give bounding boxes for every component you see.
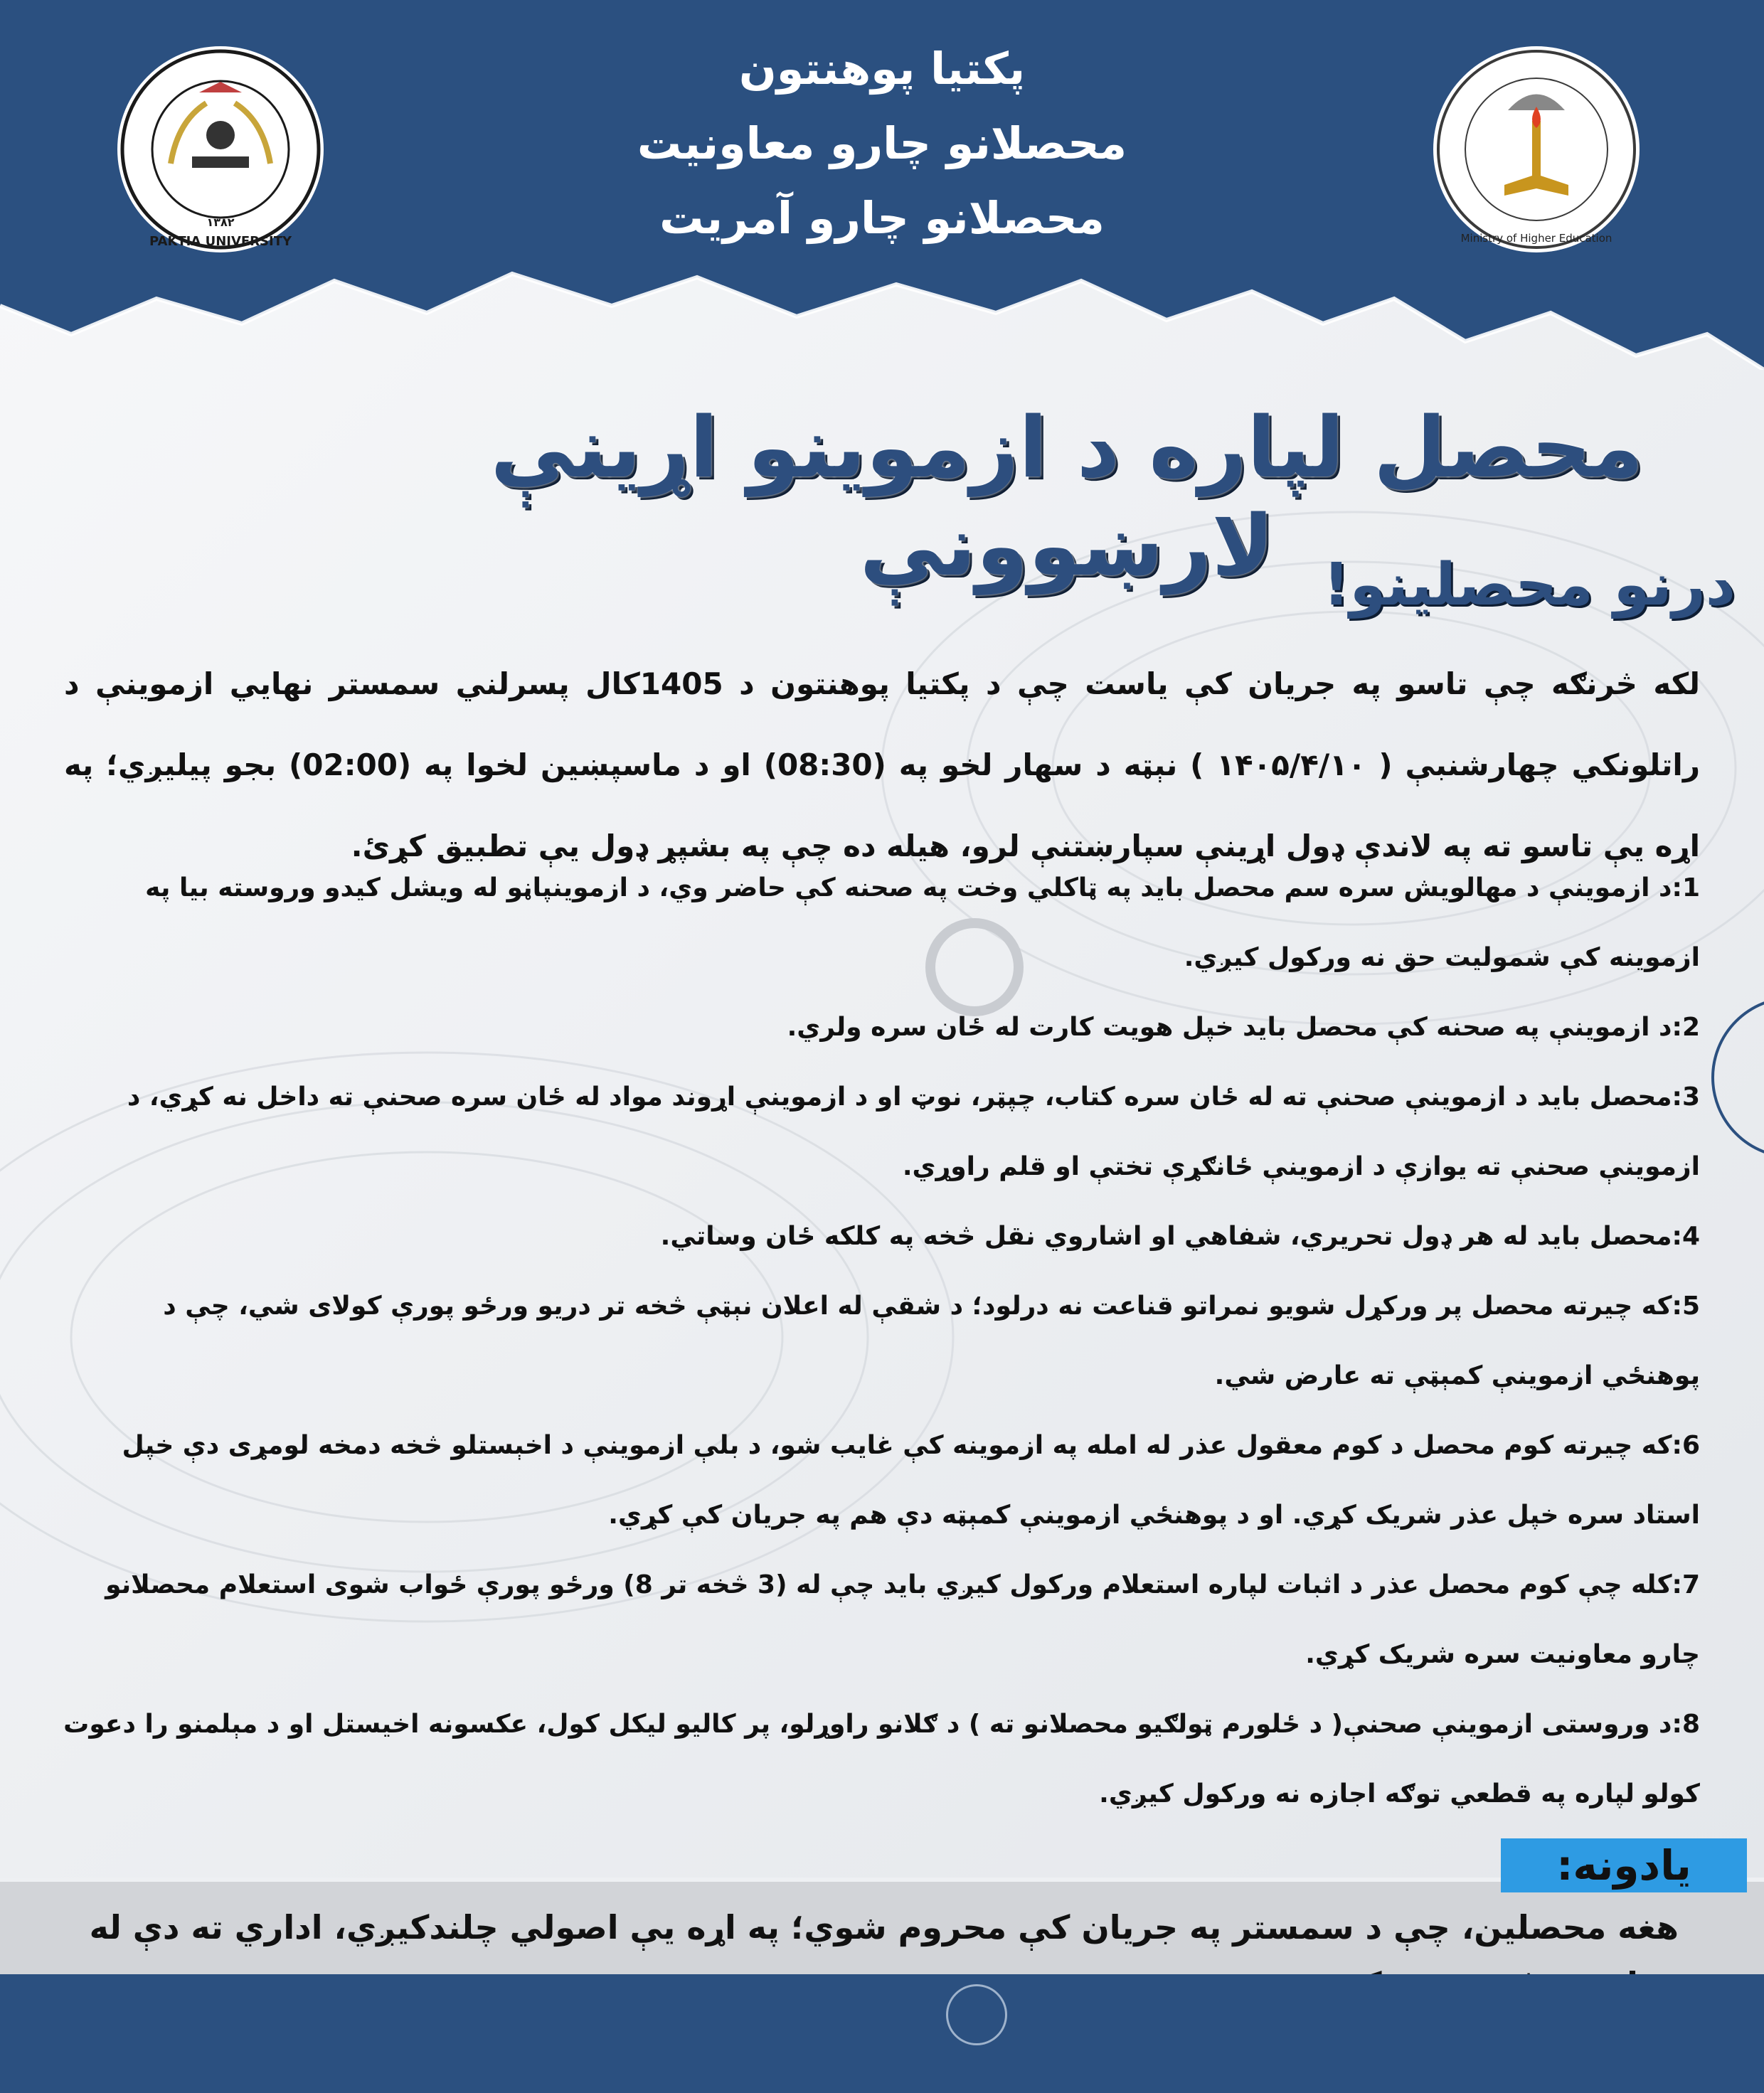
rule-item [57, 1411, 1700, 1550]
rule-text: که چيرته کوم محصل د کوم معقول عذر له امله په ازموينه کې غايب شو، د بلې ازموينې د اخېستلو څخه دمخه لومړی دې خپل استاد سره خپل عذر شريک کړي. او د پوهنځي ازموينې کمېټه دې هم په جريان کې کړي. [122, 1431, 1700, 1530]
rule-text: محصل بايد د ازموينې صحنې ته له ځان سره کتاب، چپټر، نوټ او د ازموينې اړوند مواد له ځان سره صحنې ته داخل نه کړي، د ازموينې صحنې ته يوازې د ازموينې ځانګړې تختې او قلم راوړي. [127, 1082, 1700, 1181]
footer-band [0, 1974, 1764, 2093]
page-title: محصل لپاره د ازموينو اړينې لارښوونې [490, 398, 1644, 595]
rule-number: 7: [1672, 1570, 1700, 1599]
rule-item [57, 1063, 1700, 1202]
rule-item [57, 1202, 1700, 1272]
seal-university-text: PAKTIA UNIVERSITY [149, 234, 292, 249]
greeting: درنو محصلينو! [1323, 551, 1736, 619]
rule-text: محصل بايد له هر ډول تحريري، شفاهي او اشاروي نقل څخه په کلکه ځان وساتي. [660, 1222, 1672, 1251]
rule-number: 2: [1672, 1013, 1700, 1042]
decorative-half-ring-icon [1707, 992, 1764, 1163]
rule-number: 5: [1672, 1292, 1700, 1321]
org-line-university: پکتيا پوهنتون [738, 43, 1026, 95]
rule-text: د ازموينې د مهالويش سره سم محصل بايد په ټاکلي وخت په صحنه کې حاضر وي، د ازموينپاڼو له ويشل کيدو وروسته بيا په ازموينه کې شموليت حق نه ورکول کيږي. [145, 873, 1700, 972]
rule-item [57, 853, 1700, 993]
rule-item [57, 1550, 1700, 1690]
ministry-seal-text: Ministry of Higher Education [1460, 232, 1612, 245]
paktia-university-seal-icon [114, 43, 327, 256]
note-label: يادونه: [1501, 1838, 1747, 1892]
rule-item [57, 993, 1700, 1063]
org-line-deputy: محصلانو چارو معاونيت [637, 117, 1127, 169]
rule-number: 8: [1672, 1710, 1700, 1739]
rule-item [57, 1272, 1700, 1411]
note-text: هغه محصلين، چې د سمستر په جريان کې محروم شوي؛ په اړه يې اصولي چلندکيږي، اداري ته دې له [89, 1908, 1679, 1946]
ministry-of-higher-education-seal-icon [1430, 43, 1643, 256]
org-line-directorate: محصلانو چارو آمريت [659, 192, 1105, 244]
footer-ring-icon [946, 1984, 1007, 2045]
rule-text: د وروستی ازموينې صحنې( د ځلورم ټولګيو محصلانو ته ) د ګلانو راوړلو، پر کاليو ليکل کول، عکسونه اخيستل او د مېلمنو را دعوت کولو لپاره په قطعي توګه اجازه نه ورکول کيږي. [63, 1710, 1700, 1809]
rule-number: 4: [1672, 1222, 1700, 1251]
rule-text: د ازموينې په صحنه کې محصل بايد خپل هويت کارت له ځان سره ولري. [787, 1013, 1672, 1042]
intro-paragraph: لکه څرنګه چې تاسو په جريان کې ياست چې د پکتيا پوهنتون د 1405کال پسرلني سمستر نهايي ازموينې د راتلونکي چهارشنبې ( ۱۴۰۵/۴/۱۰ ) نېټه د سهار لخو په (08:30) او د ماسپښين لخوا په (02:00) بجو پيليږي؛ په اړه يې تاسو ته په لاندې ډول اړينې سپارښتنې لرو، هيله ده چې په بشپړ ډول يې تطبيق کړئ. [64, 666, 1700, 863]
rule-item [57, 1690, 1700, 1829]
rule-number: 6: [1672, 1431, 1700, 1460]
rules-list [57, 853, 1700, 1829]
rule-number: 1: [1672, 873, 1700, 902]
seal-year-text: ۱۳۸۲ [206, 215, 235, 229]
rule-text: که چيرته محصل پر ورکړل شويو نمراتو قناعت نه درلود؛ د شقې له اعلان نېټې څخه تر دريو ورځو پورې کولای شي، چې د پوهنځي ازموينې کمېټې ته عارض شي. [163, 1292, 1700, 1390]
rule-number: 3: [1672, 1082, 1700, 1112]
rule-text: کله چې کوم محصل عذر د اثبات لپاره استعلام ورکول کيږي بايد چې له (3 څخه تر 8) ورځو پورې ځواب شوی استعلام محصلانو چارو معاونيت سره شريک کړي. [105, 1570, 1700, 1669]
